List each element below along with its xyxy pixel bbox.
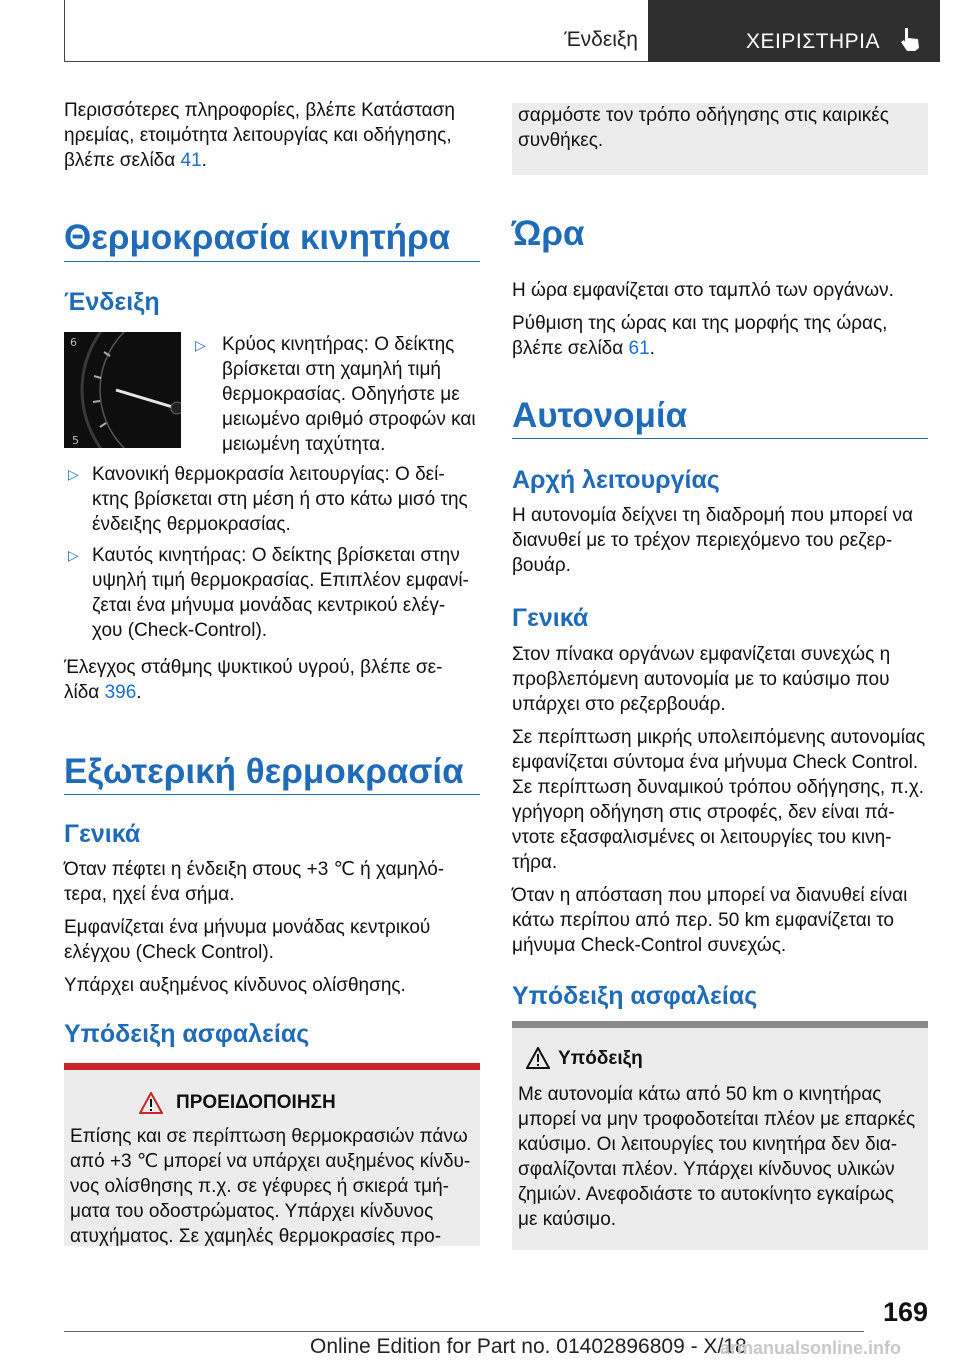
warning-title: ΠΡΟΕΙΔΟΠΟΙΗΣΗ: [176, 1092, 336, 1113]
heading-safety-right: Υπόδειξη ασφαλείας: [512, 982, 758, 1010]
page-number: 169: [882, 1297, 928, 1327]
time-text: Η ώρα εμφανίζεται στο ταμπλό των οργάνων. Ρύθμιση της ώρας και της μορφής της ώρας, βλέπε σελίδα 61.: [512, 280, 894, 359]
note-title: Υπόδειξη: [558, 1048, 643, 1069]
warning-text: Επίσης και σε περίπτωση θερμοκρασιών πάνω από +3 ℃ μπορεί να υπάρχει αυξημένος κίνδυ- νος ολίσθησης π.χ. σε γέφυρες ή σκιερά τμή- ματα του οδοστρώματος. Υπάρχει κίνδυνος ατυχήματος. Σε χαμηλές θερμοκρασίες προ-: [70, 1126, 471, 1247]
continued-warning-text: σαρμόστε τον τρόπο οδήγησης στις καιρικές συνθήκες.: [518, 105, 889, 151]
header-section-label: Ένδειξη: [564, 28, 638, 51]
bullet-hot-engine: Καυτός κινητήρας: Ο δείκτης βρίσκεται στην υψηλή τιμή θερμοκρασίας. Επιπλέον εμφανί- ζεται ένα μήνυμα μονάδας κεντρικού ελέγ- χου (Check-Control).: [92, 545, 469, 641]
note-bar: [512, 1021, 928, 1028]
warning-triangle-icon: [139, 1092, 163, 1114]
heading-rule: [512, 438, 928, 439]
intro-paragraph: Περισσότερες πληροφορίες, βλέπε Κατάσταση ηρεμίας, ετοιμότητα λειτουργίας και οδήγησης, βλέπε σελίδα 41.: [64, 100, 455, 171]
heading-rule: [64, 794, 480, 795]
heading-principle: Αρχή λειτουργίας: [512, 466, 720, 494]
heading-range: Αυτονομία: [512, 396, 688, 435]
general-text: Όταν πέφτει η ένδειξη στους +3 ℃ ή χαμηλό- τερα, ηχεί ένα σήμα. Εμφανίζεται ένα μήνυμα μονάδας κεντρικού ελέγχου (Check Control). Υπάρχει αυξημένος κίνδυνος ολίσθησης.: [64, 859, 445, 996]
note-text: Με αυτονομία κάτω από 50 km ο κινητήρας μπορεί να μην τροφοδοτείται πλέον με επαρκές καύσιμο. Οι λειτουργίες του κινητήρα δεν δια- σφαλίζονται πλέον. Υπάρχει κίνδυνος υλικών ζημιών. Ανεφοδιάστε το αυτοκίνητο εγκαίρως με καύσιμο.: [518, 1084, 916, 1230]
bullet-normal-temperature: Κανονική θερμοκρασία λειτουργίας: Ο δεί- κτης βρίσκεται στη μέση ή στο κάτω μισό της ένδειξης θερμοκρασίας.: [92, 464, 468, 535]
header-chapter-label: ΧΕΙΡΙΣΤΗΡΙΑ: [746, 30, 881, 53]
hand-pointer-icon: [898, 26, 922, 52]
watermark: armanualsonline.info: [720, 1338, 902, 1358]
heading-safety: Υπόδειξη ασφαλείας: [64, 1020, 310, 1048]
general-right-text: Στον πίνακα οργάνων εμφανίζεται συνεχώς η προβλεπόμενη αυτονομία με το καύσιμο που υπάρχει στο ρεζερβουάρ. Σε περίπτωση μικρής υπολειπόμενης αυτονομίας εμφανίζεται σύντομα ένα μήνυμα Check Control. Σε περίπτωση δυναμικού τρόπου οδήγησης, π.χ. γρήγορη οδήγηση στις στροφές, δεν είναι πά- ντοτε εξασφαλισμένες οι λειτουργίες του κινη- τήρα. Όταν η απόσταση που μπορεί να διανυθεί είναι κάτω περίπου από περ. 50 km εμφανίζεται το μήνυμα Check-Control συνεχώς.: [512, 644, 926, 956]
heading-display: Ένδειξη: [64, 288, 160, 316]
principle-text: Η αυτονομία δείχνει τη διαδρομή που μπορεί να διανυθεί με το τρέχον περιεχόμενο του ρεζερ- βουάρ.: [512, 505, 913, 576]
heading-general-right: Γενικά: [512, 604, 589, 632]
continued-warning-box: [512, 103, 928, 175]
warning-bar: [64, 1063, 480, 1070]
footer-edition: Online Edition for Part no. 01402896809 - X/18: [310, 1335, 747, 1358]
warning-triangle-icon: [526, 1047, 550, 1069]
footer-rule: [64, 1331, 864, 1332]
heading-outside-temperature: Εξωτερική θερμοκρασία: [64, 752, 464, 791]
bullet-cold-engine: Κρύος κινητήρας: Ο δείκτης βρίσκεται στη χαμηλή τιμή θερμοκρασίας. Οδηγήστε με μειωμένο αριθμό στροφών και μειωμένη ταχύτητα.: [222, 334, 476, 455]
page-link[interactable]: 41: [180, 150, 202, 171]
note-box: [512, 1028, 928, 1250]
page-link[interactable]: 61: [628, 338, 650, 359]
svg-text:6: 6: [70, 336, 77, 349]
warning-box: [64, 1070, 480, 1246]
header-section-tab: [64, 0, 648, 62]
heading-time: Ώρα: [512, 214, 585, 253]
heading-general: Γενικά: [64, 820, 141, 848]
heading-engine-temperature: Θερμοκρασία κινητήρα: [64, 218, 451, 257]
header-chapter-tab: [648, 0, 940, 62]
temperature-gauge-image: [64, 332, 181, 448]
heading-rule: [64, 261, 480, 262]
svg-text:5: 5: [72, 434, 79, 447]
coolant-paragraph: Έλεγχος στάθμης ψυκτικού υγρού, βλέπε σε- λίδα 396.: [64, 657, 443, 703]
page-link[interactable]: 396: [104, 682, 137, 703]
